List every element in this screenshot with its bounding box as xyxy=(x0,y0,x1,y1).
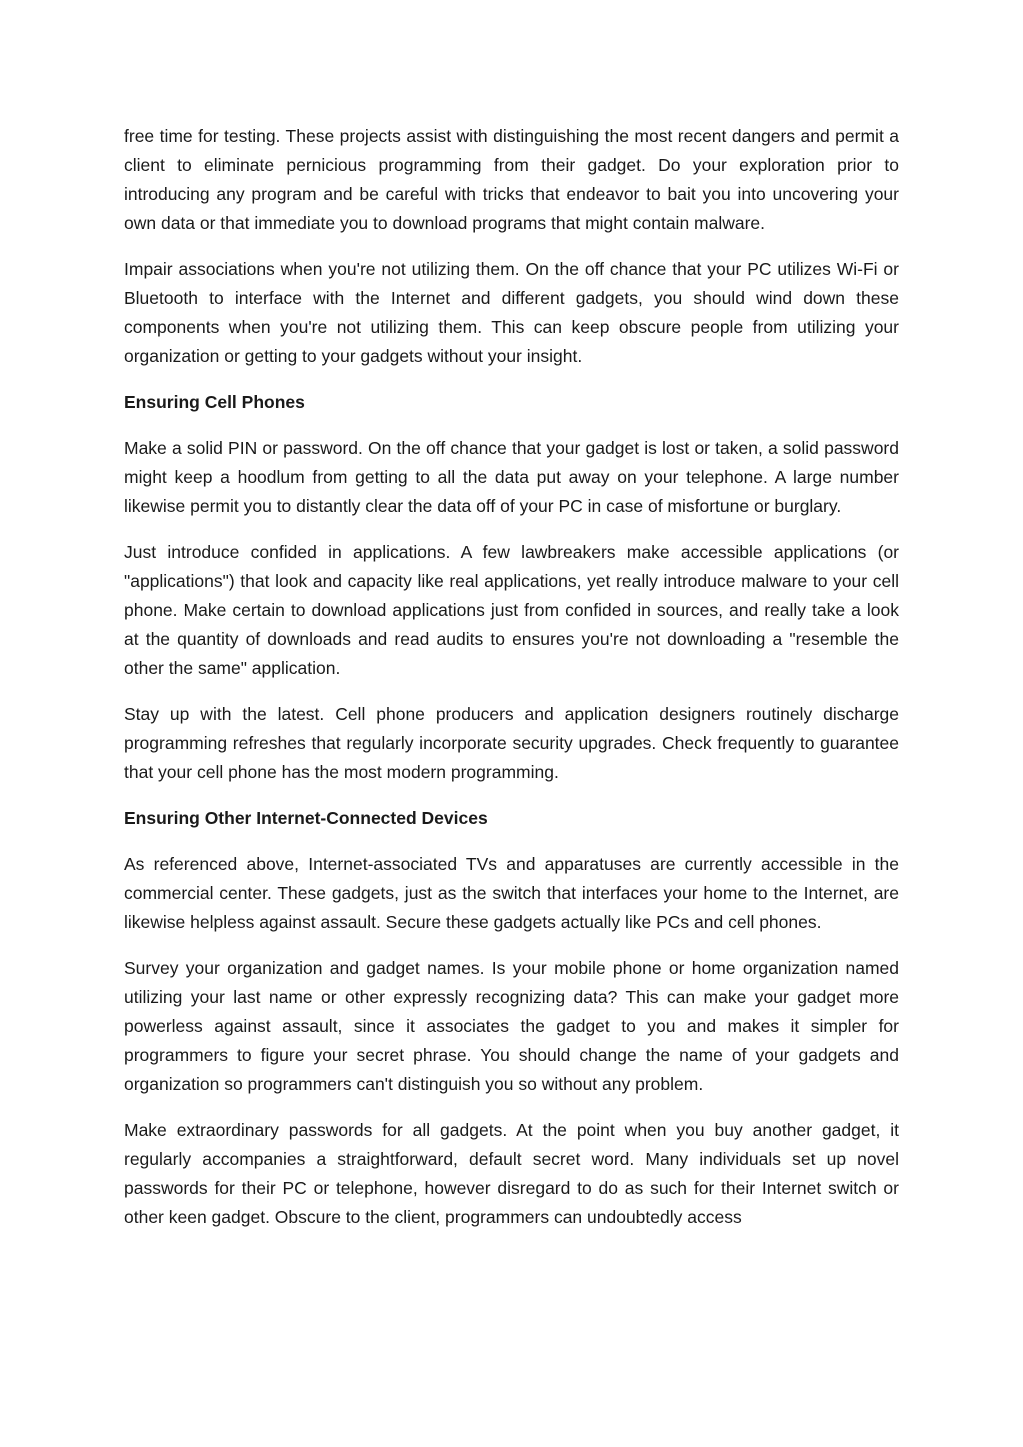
document-page xyxy=(124,122,899,1249)
paragraph-internet-tvs: As referenced above, Internet-associated TVs and apparatuses are currently accessible in the commercial center. These gadgets, just as the switch that interfaces your home to the Internet, are likewise helpless against assault. Secure these gadgets actually like PCs and cell phones. xyxy=(124,854,899,932)
paragraph-disable-connections: Impair associations when you're not utilizing them. On the off chance that your PC utilizes Wi-Fi or Bluetooth to interface with the Internet and different gadgets, you should wind down these components when you're not utilizing them. This can keep obscure people from utilizing your organization or getting to your gadgets without your insight. xyxy=(124,259,899,366)
heading-other-devices: Ensuring Other Internet-Connected Devices xyxy=(124,808,488,828)
paragraph-antivirus-tools: free time for testing. These projects assist with distinguishing the most recent dangers and permit a client to eliminate pernicious programming from their gadget. Do your exploration prior to introducing any program and be careful with tricks that endeavor to bait you into uncovering your own data or that immediate you to download programs that might contain malware. xyxy=(124,126,899,233)
paragraph-trusted-applications: Just introduce confided in applications. A few lawbreakers make accessible applications (or "applications") that look and capacity like real applications, yet really introduce malware to your cell phone. Make certain to download applications just from confided in sources, and really take a look at the quantity of downloads and read audits to ensures you're not downloading a "resemble the other the same" application. xyxy=(124,542,899,678)
paragraph-unique-passwords: Make extraordinary passwords for all gadgets. At the point when you buy another gadget, it regularly accompanies a straightforward, default secret word. Many individuals set up novel passwords for their PC or telephone, however disregard to do as such for their Internet switch or other keen gadget. Obscure to the client, programmers can undoubtedly access xyxy=(124,1120,899,1227)
paragraph-pin-password: Make a solid PIN or password. On the off chance that your gadget is lost or taken, a solid password might keep a hoodlum from getting to all the data put away on your telephone. A large number likewise permit you to distantly clear the data off of your PC in case of misfortune or burglary. xyxy=(124,438,899,516)
paragraph-survey-names: Survey your organization and gadget names. Is your mobile phone or home organization named utilizing your last name or other expressly recognizing data? This can make your gadget more powerless against assault, since it associates the gadget to you and makes it simpler for programmers to figure your secret phrase. You should change the name of your gadgets and organization so programmers can't distinguish you so without any problem. xyxy=(124,958,899,1094)
paragraph-stay-updated: Stay up with the latest. Cell phone producers and application designers routinely discharge programming refreshes that regularly incorporate security upgrades. Check frequently to guarantee that your cell phone has the most modern programming. xyxy=(124,704,899,782)
heading-ensuring-cell-phones: Ensuring Cell Phones xyxy=(124,392,305,412)
